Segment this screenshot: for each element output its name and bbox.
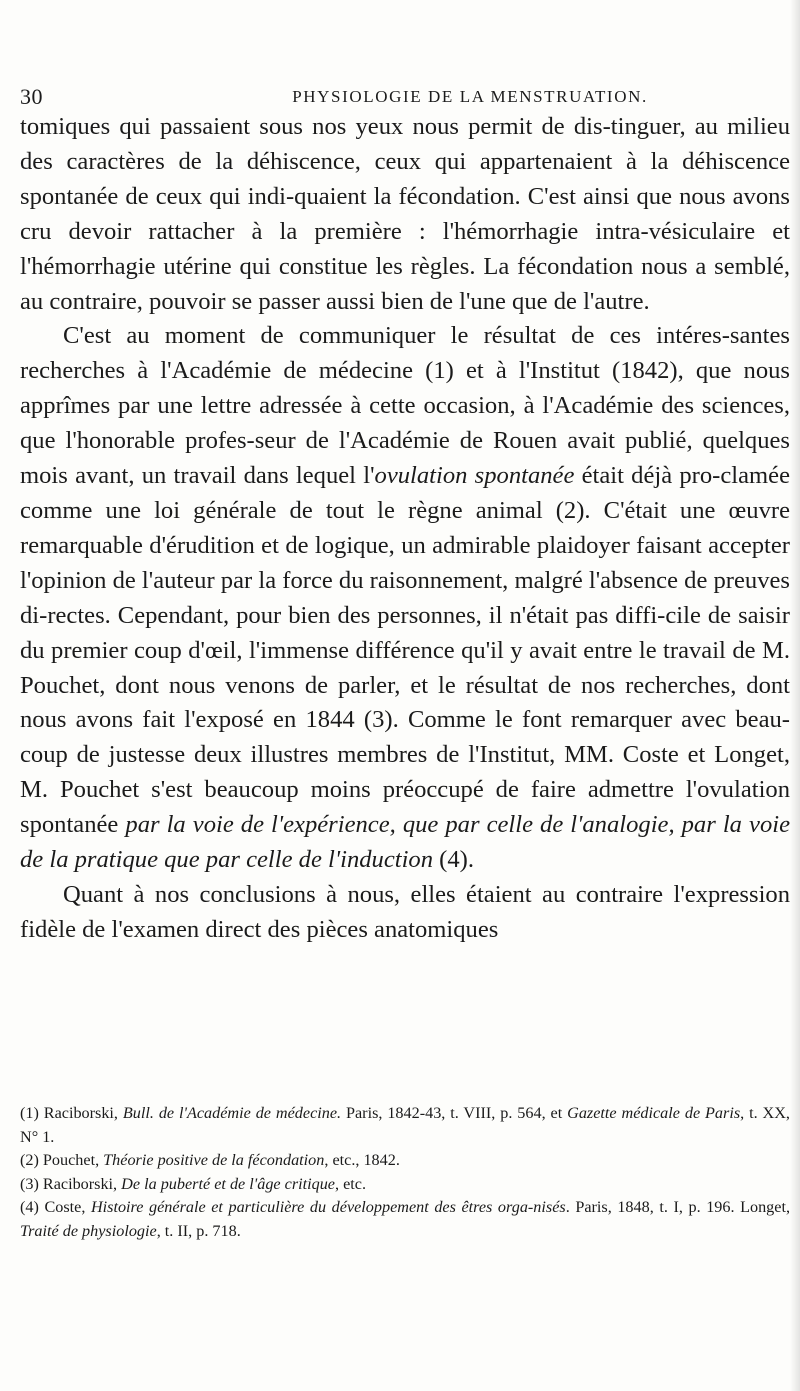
footnote-1-italic-1: Bull. de l'Académie de médecine. xyxy=(122,1104,342,1122)
paragraph-2-text-b: était déjà pro-clamée comme une loi générale de tout le règne animal (2). C'était une œuvre remarquable d'érudition et de logique, un admirable plaidoyer faisant accepter l'opinion de l'auteur par la force du raisonnement, malgré l'absence de preuves di-rectes. Cependant, pour bien des personnes, il n'était pas diffi-cile de saisir du premier coup d'œil, l'immense différence qu'il y avait entre le travail de M. Pouchet, dont nous venons de parler, et le résultat de nos recherches, dont nous avons fait l'exposé en 1844 (3). Comme le font remarquer avec beau-coup de justesse deux illustres membres de l'Institut, MM. Coste et Longet, M. Pouchet s'est beaucoup moins préoccupé de faire admettre l'ovulation spontanée xyxy=(20,462,790,839)
footnote-2 xyxy=(20,1149,790,1173)
footnote-4-italic-1: Histoire générale et particulière du développement des êtres orga-nisés xyxy=(90,1198,566,1217)
footnote-3 xyxy=(20,1173,790,1197)
footnote-1 xyxy=(20,1102,790,1149)
footnote-1-italic-2: Gazette médicale de Paris xyxy=(567,1104,741,1122)
running-title: PHYSIOLOGIE DE LA MENSTRUATION. xyxy=(292,87,648,106)
page-number: 30 xyxy=(20,84,43,109)
paragraph-1 xyxy=(20,110,790,319)
paragraph-2 xyxy=(20,319,790,878)
footnote-4-text-a: (4) Coste, xyxy=(20,1198,91,1217)
paragraph-1-text: tomiques qui passaient sous nos yeux nous permit de dis-tinguer, au milieu des caractères de la déhiscence, ceux qui appartenaient à la déhiscence spontanée de ceux qui indi-quaient la fécondation. C'est ainsi que nous avons cru devoir rattacher à la première : l'hémorrhagie intra-vésiculaire et l'hémorrhagie utérine qui constitue les règles. La fécondation nous a semblé, au contraire, pouvoir se passer aussi bien de l'une que de l'autre. xyxy=(20,113,790,315)
footnote-4-text-c: , t. II, p. 718. xyxy=(156,1221,241,1240)
footnote-1-text-a: (1) Raciborski, xyxy=(20,1104,123,1122)
footnote-2-text-b: , etc., 1842. xyxy=(324,1151,400,1170)
footnote-2-italic: Théorie positive de la fécondation xyxy=(103,1151,325,1170)
footnote-4-text-b: . Paris, 1848, t. I, p. 196. Longet, xyxy=(565,1198,790,1217)
main-text xyxy=(20,110,790,948)
footnotes xyxy=(20,1102,790,1244)
paragraph-2-italic-1: ovulation spontanée xyxy=(374,462,575,490)
footnote-3-text-a: (3) Raciborski, xyxy=(20,1174,122,1193)
footnote-3-text-b: , etc. xyxy=(335,1174,367,1193)
footnote-1-text-b: Paris, 1842-43, t. VIII, p. 564, et xyxy=(341,1104,568,1122)
footnote-3-italic: De la puberté et de l'âge critique xyxy=(121,1174,335,1193)
paragraph-2-text-c: (4). xyxy=(433,846,474,874)
footnote-2-text-a: (2) Pouchet, xyxy=(20,1151,104,1170)
paragraph-2-text-a: C'est au moment de communiquer le résultat de ces intéres-santes recherches à l'Académie de médecine (1) et à l'Institut (1842), que nous apprîmes par une lettre adressée à cette occasion, à l'Académie des sciences, que l'honorable profes-seur de l'Académie de Rouen avait publié, quelques mois avant, un travail dans lequel l' xyxy=(20,322,790,490)
paragraph-3-text: Quant à nos conclusions à nous, elles étaient au contraire l'expression fidèle de l'examen direct des pièces anatomiques xyxy=(20,880,790,943)
page-edge-shadow xyxy=(790,0,800,1391)
footnote-1-text-c: , t. XX, N° 1. xyxy=(20,1104,790,1146)
footnote-4-italic-2: Traité de physiologie xyxy=(20,1221,157,1240)
paragraph-2-italic-2: par la voie de l'expérience, que par celle de l'analogie, par la voie de la pratique que par celle de l'induction xyxy=(20,811,790,874)
paragraph-3 xyxy=(20,878,790,948)
footnote-4 xyxy=(20,1196,790,1243)
